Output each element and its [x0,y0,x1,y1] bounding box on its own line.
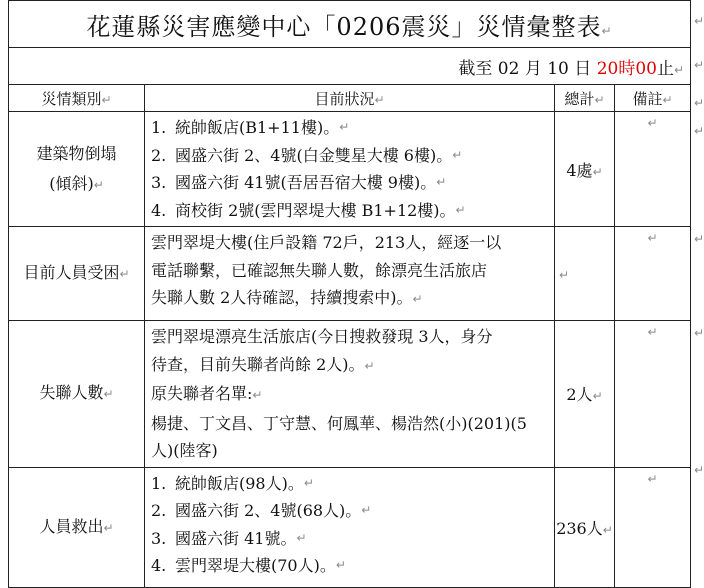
paragraph-mark: ↵ [601,23,613,38]
item-number: 1. [151,118,167,137]
list-item [151,470,548,498]
category-line: (傾斜) [49,173,94,193]
total-value: 4處 [566,160,593,180]
row-note [615,467,691,587]
status-line: 雲門翠堤大樓(住戶設籍 72戶，213人，經逐一以 [151,233,502,252]
row-status [145,112,555,227]
list-item [151,197,548,225]
item-number: 3. [151,173,167,192]
paragraph-mark: ↵ [594,92,605,107]
item-text: 國盛六街 41號。 [175,528,297,548]
row-note [615,227,691,321]
header-status-label: 目前狀況 [314,89,375,108]
paragraph-mark: ↵ [339,120,350,134]
row-total [555,467,615,587]
category-line: 失聯人數 [39,383,104,403]
header-total [555,85,615,112]
item-number: 2. [151,145,167,165]
paragraph-mark: ↵ [647,231,658,245]
paragraph-mark: ↵ [559,268,570,282]
paragraph-mark: ↵ [335,558,346,572]
paragraph-mark: ↵ [103,520,114,535]
status-line: 電話聯繫，已確認無失聯人數，餘漂亮生活旅店 [151,260,488,280]
paragraph-mark: ↵ [436,175,447,189]
paragraph-mark: ↵ [647,471,658,486]
end-of-row-mark: ↵ [694,124,704,138]
disaster-summary-sheet [8,0,690,575]
paragraph-mark: ↵ [119,267,130,281]
as-of-time: 20時00 [596,58,657,79]
end-of-row-mark: ↵ [694,463,704,477]
paragraph-mark: ↵ [647,116,658,130]
row-total [555,321,615,468]
paragraph-mark: ↵ [93,177,104,192]
status-line: 楊捷、丁文昌、丁守慧、何鳳華、楊浩然(小)(201)(5 [151,413,527,433]
paragraph-mark: ↵ [647,325,658,339]
row-category [9,112,145,227]
item-number: 4. [151,556,167,575]
paragraph-mark: ↵ [592,389,603,404]
row-status [145,227,555,321]
list-item [151,552,548,580]
list-item [151,169,548,197]
table-title-cell [9,1,691,48]
paragraph-mark: ↵ [455,202,466,217]
header-note [615,85,691,112]
status-line: 雲門翠堤漂亮生活旅店(今日搜救發現 3人，身分 [151,327,493,346]
category-line: 目前人員受困 [23,263,120,282]
paragraph-mark: ↵ [592,164,603,179]
item-text: 國盛六街 2、4號(68人)。 [175,501,362,520]
total-value: 236人 [556,518,603,538]
item-text: 商校街 2號(雲門翠堤大樓 B1+12樓)。 [175,200,456,220]
paragraph-mark: ↵ [296,530,307,545]
row-total [555,112,615,227]
item-text: 國盛六街 41號(吾居吾宿大樓 9樓)。 [175,173,437,192]
header-row [9,85,691,112]
total-value: 2人 [566,385,593,405]
as-of-cell [9,48,691,85]
as-of-suffix: 止 [656,58,674,79]
row-status [145,467,555,587]
end-of-row-mark: ↵ [694,96,704,110]
row-total [555,227,615,321]
item-number: 3. [151,528,167,548]
row-note [615,321,691,468]
paragraph-mark: ↵ [412,292,423,306]
paragraph-mark: ↵ [252,388,263,402]
row-status [145,321,555,468]
table-row [9,227,691,321]
header-note-label: 備註 [632,89,663,108]
header-total-label: 總計 [564,89,595,108]
table-row [9,321,691,468]
status-line: 原失聯者名單: [151,384,253,403]
paragraph-mark: ↵ [673,62,685,77]
end-of-row-mark: ↵ [694,14,704,28]
item-text: 國盛六街 2、4號(白金雙星大樓 6樓)。 [175,145,453,165]
row-category [9,467,145,587]
paragraph-mark: ↵ [101,92,112,107]
item-number: 1. [151,473,167,493]
header-status [145,85,555,112]
as-of-prefix: 截至 02 月 10 日 [458,58,597,79]
status-line: 人)(陸客) [151,441,218,460]
table-row [9,112,691,227]
paragraph-mark: ↵ [374,92,385,107]
category-line: 建築物倒塌 [36,143,117,163]
end-of-row-mark: ↵ [694,232,704,246]
end-of-row-mark: ↵ [694,58,704,72]
paragraph-mark: ↵ [303,475,314,490]
list-item [151,497,548,525]
paragraph-mark: ↵ [662,92,673,107]
paragraph-mark: ↵ [364,358,375,373]
table-title: 花蓮縣災害應變中心「0206震災」災情彙整表 [86,12,602,41]
item-text: 雲門翠堤大樓(70人)。 [175,556,336,575]
disaster-summary-table [8,0,691,588]
row-category [9,227,145,321]
category-line: 人員救出 [39,516,104,536]
list-item [151,525,548,553]
row-note [615,112,691,227]
item-number: 2. [151,501,167,520]
item-text: 統帥飯店(B1+11樓)。 [175,118,340,137]
end-of-row-mark: ↵ [694,326,704,340]
list-item [151,114,548,142]
paragraph-mark: ↵ [103,387,114,402]
row-category [9,321,145,468]
header-category-label: 災情類別 [41,89,102,108]
item-text: 統帥飯店(98人)。 [175,473,304,493]
header-category [9,85,145,112]
paragraph-mark: ↵ [361,503,372,517]
status-line: 失聯人數 2人待確認，持續搜索中)。 [151,288,413,307]
table-row [9,467,691,587]
paragraph-mark: ↵ [452,147,463,162]
status-line: 待查，目前失聯者尚餘 2人)。 [151,354,365,374]
item-number: 4. [151,200,167,220]
paragraph-mark: ↵ [602,522,613,537]
list-item [151,142,548,170]
